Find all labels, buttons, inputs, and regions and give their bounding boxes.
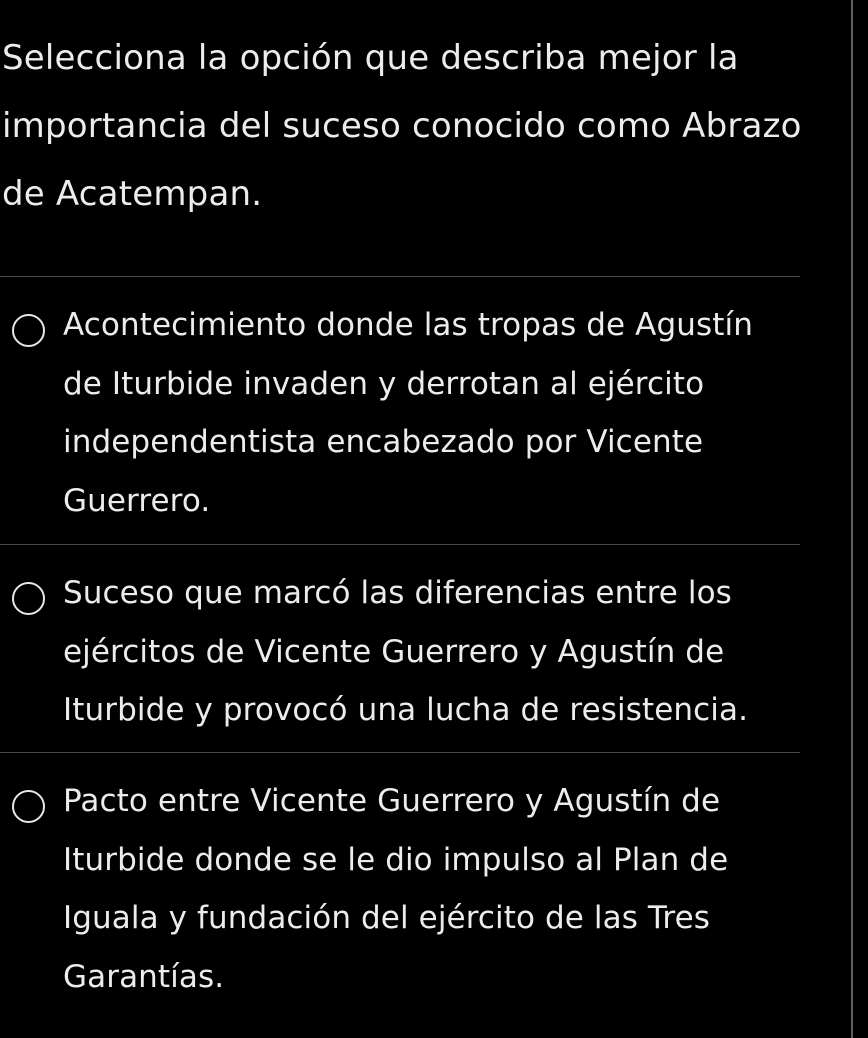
option-divider-2 xyxy=(0,752,800,753)
answer-option-3[interactable] xyxy=(0,772,800,1022)
answer-option-2[interactable] xyxy=(0,564,800,752)
answer-option-1[interactable] xyxy=(0,296,800,544)
question-text: Selecciona la opción que describa mejor la importancia del suceso conocido como Abrazo de Acatempan. xyxy=(2,38,802,214)
radio-button-option-1[interactable] xyxy=(12,314,45,347)
option-divider-1 xyxy=(0,544,800,545)
answer-option-1-label: Acontecimiento donde las tropas de Agustín de Iturbide invaden y derrotan al ejército independentista encabezado por Vicente Guerrero. xyxy=(63,307,753,519)
radio-button-option-2[interactable] xyxy=(12,582,45,615)
question-divider xyxy=(0,276,800,277)
page-edge-divider xyxy=(851,0,853,1038)
radio-button-option-3[interactable] xyxy=(12,790,45,823)
answer-option-2-label: Suceso que marcó las diferencias entre los ejércitos de Vicente Guerrero y Agustín de Iturbide y provocó una lucha de resistencia. xyxy=(63,575,749,728)
answer-option-3-label: Pacto entre Vicente Guerrero y Agustín de Iturbide donde se le dio impulso al Plan de Iguala y fundación del ejército de las Tres Garantías. xyxy=(63,783,729,995)
